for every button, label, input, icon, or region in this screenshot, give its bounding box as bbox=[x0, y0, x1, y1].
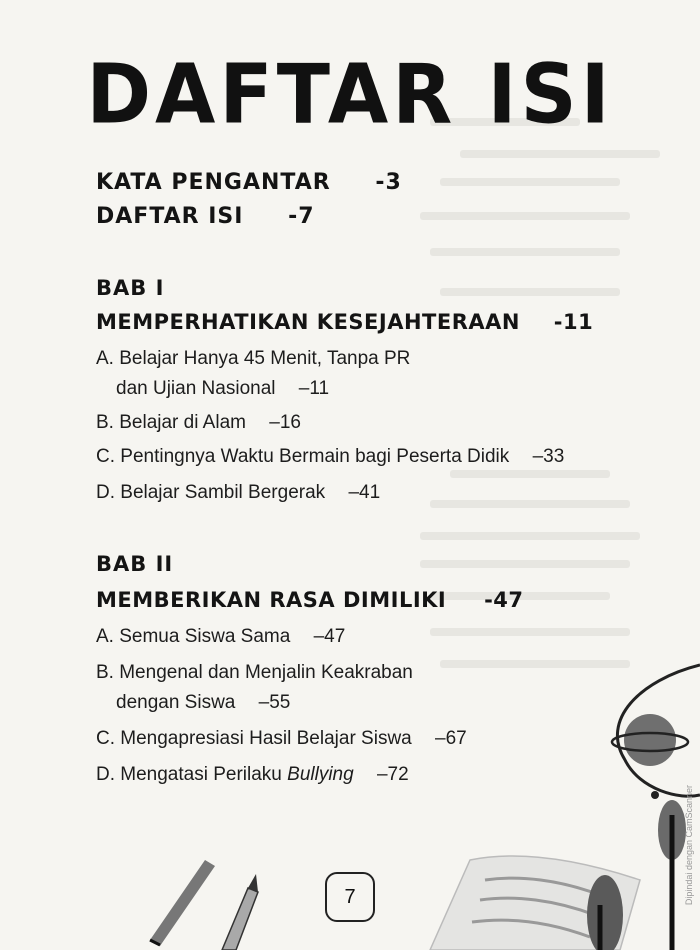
toc-item bbox=[96, 482, 380, 504]
toc-item-label: A. Semua Siswa Sama bbox=[96, 626, 291, 647]
toc-entry-page: -7 bbox=[288, 204, 315, 229]
chapter-title bbox=[96, 310, 593, 334]
toc-item-label: A. Belajar Hanya 45 Menit, Tanpa PR bbox=[96, 348, 411, 369]
toc-item-label-line2: dan Ujian Nasional bbox=[116, 378, 276, 399]
toc-item bbox=[96, 412, 301, 434]
pencil-icon bbox=[150, 860, 215, 946]
toc-item bbox=[96, 764, 409, 786]
chapter-label: BAB I bbox=[96, 276, 165, 300]
chapter-label: BAB II bbox=[96, 552, 174, 576]
toc-item-label: D. Belajar Sambil Bergerak bbox=[96, 482, 326, 503]
chapter-page: -47 bbox=[484, 588, 524, 612]
toc-entry-daftar-isi bbox=[96, 204, 315, 229]
chapter-title-text: MEMPERHATIKAN KESEJAHTERAAN bbox=[96, 310, 520, 334]
toc-item-label: B. Belajar di Alam bbox=[96, 412, 246, 433]
toc-item-page: –41 bbox=[348, 482, 381, 503]
toc-item-label: B. Mengenal dan Menjalin Keakraban bbox=[96, 662, 413, 683]
toc-item-continuation bbox=[96, 378, 410, 400]
toc-item-label: C. Pentingnya Waktu Bermain bagi Peserta Didik bbox=[96, 446, 510, 467]
dot-icon bbox=[651, 791, 659, 799]
toc-item-label-line2: dengan Siswa bbox=[116, 692, 236, 713]
toc-item-page: –11 bbox=[298, 378, 330, 399]
toc-item-label: D. Mengatasi Perilaku bbox=[96, 764, 282, 785]
toc-item bbox=[96, 446, 564, 468]
chapter-title bbox=[96, 588, 524, 612]
toc-item-page: –47 bbox=[313, 626, 346, 647]
toc-item-page: –33 bbox=[532, 446, 565, 467]
toc-item-label-italic: Bullying bbox=[287, 764, 354, 785]
toc-item bbox=[96, 728, 467, 750]
toc-entry-kata-pengantar bbox=[96, 170, 402, 195]
toc-item-continuation bbox=[96, 692, 413, 714]
page-title: DAFTAR ISI bbox=[86, 47, 614, 143]
chapter-title-text: MEMBERIKAN RASA DIMILIKI bbox=[96, 588, 447, 612]
toc-item bbox=[96, 348, 410, 400]
planet-icon bbox=[624, 714, 676, 766]
toc-item-label: C. Mengapresiasi Hasil Belajar Siswa bbox=[96, 728, 412, 749]
toc-item-page: –72 bbox=[376, 764, 409, 785]
pen-icon bbox=[222, 888, 258, 950]
page-number: 7 bbox=[325, 872, 375, 922]
toc-item-page: –55 bbox=[258, 692, 291, 713]
scanner-watermark: Dipindai dengan CamScanner bbox=[684, 785, 694, 906]
toc-entry-label: KATA PENGANTAR bbox=[96, 170, 331, 195]
toc-item-page: –16 bbox=[269, 412, 301, 433]
toc-entry-page: -3 bbox=[375, 170, 402, 195]
toc-item bbox=[96, 626, 345, 648]
toc-item bbox=[96, 662, 413, 714]
chapter-page: -11 bbox=[553, 310, 594, 334]
toc-entry-label: DAFTAR ISI bbox=[96, 204, 244, 229]
toc-item-page: –67 bbox=[435, 728, 467, 749]
